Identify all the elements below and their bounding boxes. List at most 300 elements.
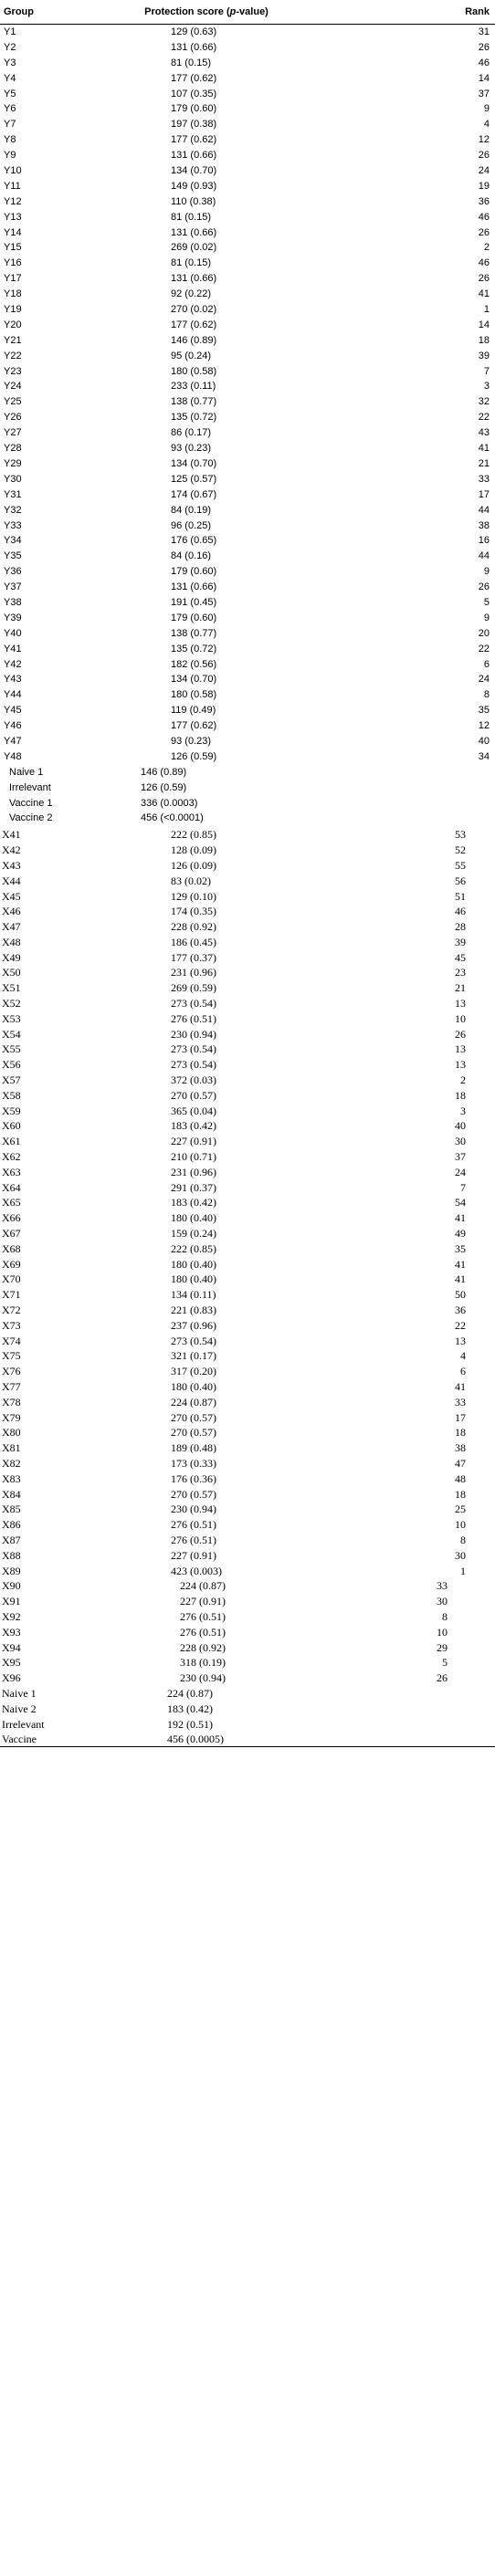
row-rank-cell: 14 — [478, 319, 490, 330]
table-row — [0, 1654, 495, 1670]
row-group-cell: Y42 — [4, 658, 22, 670]
table-row — [0, 1363, 495, 1378]
row-group-cell: Y33 — [4, 519, 22, 531]
table-row — [0, 687, 495, 703]
row-score-cell: 423 (0.003) — [171, 1564, 222, 1577]
row-score-cell: 93 (0.23) — [171, 443, 212, 455]
row-group-cell: X64 — [2, 1180, 21, 1194]
row-group-cell: Y14 — [4, 226, 22, 238]
row-rank-cell: 9 — [483, 612, 490, 623]
row-rank-cell: 50 — [455, 1288, 466, 1302]
row-rank-cell: 12 — [478, 720, 490, 732]
row-score-cell: 276 (0.51) — [171, 1518, 216, 1532]
row-group-cell: Y19 — [4, 304, 22, 316]
row-group-cell: Y31 — [4, 488, 22, 500]
row-score-cell: 269 (0.59) — [171, 981, 216, 995]
table-row — [0, 888, 495, 904]
table-row — [0, 1041, 495, 1056]
row-rank-cell: 31 — [478, 26, 490, 37]
table-row — [0, 56, 495, 71]
row-group-cell: Vaccine — [2, 1733, 37, 1746]
row-group-cell: X82 — [2, 1456, 21, 1470]
row-group-cell: Y30 — [4, 473, 22, 485]
row-group-cell: Y39 — [4, 612, 22, 623]
table-row — [0, 163, 495, 179]
row-score-cell: 221 (0.83) — [171, 1304, 216, 1317]
row-rank-cell: 48 — [455, 1471, 466, 1485]
table-row — [0, 1011, 495, 1026]
row-rank-cell: 7 — [460, 1180, 466, 1194]
row-group-cell: X48 — [2, 935, 21, 948]
row-rank-cell: 52 — [455, 843, 466, 857]
row-rank-cell: 9 — [483, 566, 490, 578]
row-score-cell: 134 (0.70) — [171, 165, 217, 177]
table-row — [0, 918, 495, 934]
row-group-cell: Y21 — [4, 334, 22, 346]
table-row — [0, 25, 495, 40]
row-rank-cell: 46 — [455, 905, 466, 918]
table-row — [0, 672, 495, 687]
row-score-cell: 129 (0.63) — [171, 26, 217, 37]
row-score-cell: 317 (0.20) — [171, 1365, 216, 1378]
row-rank-cell: 44 — [478, 504, 490, 516]
row-score-cell: 146 (0.89) — [141, 766, 187, 778]
row-score-cell: 125 (0.57) — [171, 473, 217, 485]
row-group-cell: Y32 — [4, 504, 22, 516]
row-score-cell: 276 (0.51) — [171, 1011, 216, 1025]
table-row — [0, 734, 495, 749]
table-row — [0, 287, 495, 302]
row-group-cell: Y5 — [4, 88, 16, 99]
row-score-cell: 93 (0.23) — [171, 735, 212, 747]
row-score-cell: 128 (0.09) — [171, 843, 216, 857]
row-rank-cell: 41 — [455, 1211, 466, 1225]
row-rank-cell: 26 — [478, 41, 490, 53]
table-row — [0, 842, 495, 857]
row-rank-cell: 4 — [460, 1349, 466, 1363]
row-group-cell: Y25 — [4, 396, 22, 408]
table-row — [0, 1501, 495, 1516]
row-rank-cell: 22 — [478, 412, 490, 424]
table-row — [0, 441, 495, 456]
row-group-cell: Y9 — [4, 150, 16, 162]
row-score-cell: 180 (0.40) — [171, 1272, 216, 1286]
row-score-cell: 273 (0.54) — [171, 1334, 216, 1347]
row-rank-cell: 3 — [460, 1104, 466, 1117]
row-group-cell: X85 — [2, 1503, 21, 1516]
row-score-cell: 276 (0.51) — [180, 1609, 226, 1623]
row-rank-cell: 39 — [478, 350, 490, 361]
row-rank-cell: 17 — [478, 488, 490, 500]
table-row — [0, 1593, 495, 1608]
row-score-cell: 291 (0.37) — [171, 1180, 216, 1194]
row-rank-cell: 6 — [460, 1365, 466, 1378]
table-row — [0, 349, 495, 364]
row-group-cell: X55 — [2, 1042, 21, 1056]
row-group-cell: X93 — [2, 1625, 21, 1639]
row-rank-cell: 22 — [478, 643, 490, 654]
table-row — [0, 718, 495, 734]
row-group-cell: Naive 1 — [2, 1686, 37, 1700]
row-score-cell: 131 (0.66) — [171, 41, 217, 53]
row-group-cell: Y41 — [4, 643, 22, 654]
row-score-cell: 86 (0.17) — [171, 427, 212, 439]
row-rank-cell: 23 — [455, 966, 466, 979]
row-rank-cell: 41 — [478, 443, 490, 455]
column-header-rank: Rank — [465, 6, 490, 17]
table-row — [0, 796, 495, 812]
table-row — [0, 964, 495, 979]
row-score-cell: 138 (0.77) — [171, 396, 217, 408]
row-group-cell: X43 — [2, 858, 21, 872]
row-group-cell: Y15 — [4, 242, 22, 254]
row-score-cell: 237 (0.96) — [171, 1318, 216, 1332]
row-score-cell: 131 (0.66) — [171, 226, 217, 238]
row-score-cell: 131 (0.66) — [171, 273, 217, 285]
row-group-cell: Y17 — [4, 273, 22, 285]
row-rank-cell: 39 — [455, 935, 466, 948]
row-rank-cell: 30 — [437, 1595, 448, 1608]
table-row — [0, 456, 495, 472]
row-rank-cell: 7 — [483, 365, 490, 377]
row-group-cell: X63 — [2, 1165, 21, 1178]
row-rank-cell: 36 — [455, 1304, 466, 1317]
row-group-cell: Y16 — [4, 257, 22, 269]
row-score-cell: 183 (0.42) — [171, 1119, 216, 1133]
row-rank-cell: 8 — [483, 689, 490, 701]
table-row — [0, 1394, 495, 1409]
table-row — [0, 379, 495, 394]
row-group-cell: Y27 — [4, 427, 22, 439]
row-score-cell: 179 (0.60) — [171, 612, 217, 623]
table-row — [0, 549, 495, 564]
row-group-cell: X86 — [2, 1518, 21, 1532]
row-rank-cell: 13 — [455, 1334, 466, 1347]
table-row — [0, 1424, 495, 1440]
row-rank-cell: 13 — [455, 997, 466, 1011]
row-rank-cell: 13 — [455, 1042, 466, 1056]
row-score-cell: 134 (0.70) — [171, 674, 217, 686]
row-rank-cell: 24 — [478, 674, 490, 686]
row-group-cell: Y11 — [4, 180, 21, 192]
x-group-section — [0, 826, 495, 1746]
row-score-cell: 222 (0.85) — [171, 828, 216, 842]
row-group-cell: Y23 — [4, 365, 22, 377]
table-row — [0, 949, 495, 965]
row-score-cell: 177 (0.62) — [171, 72, 217, 84]
table-row — [0, 1378, 495, 1394]
row-rank-cell: 36 — [478, 195, 490, 207]
table-row — [0, 1256, 495, 1272]
table-row — [0, 533, 495, 549]
row-rank-cell: 26 — [478, 150, 490, 162]
row-score-cell: 81 (0.15) — [171, 211, 212, 223]
table-row — [0, 1624, 495, 1639]
table-row — [0, 1194, 495, 1209]
row-score-cell: 456 (<0.0001) — [141, 812, 204, 824]
table-row — [0, 1639, 495, 1655]
row-group-cell: X76 — [2, 1365, 21, 1378]
table-row — [0, 1317, 495, 1333]
row-rank-cell: 18 — [455, 1088, 466, 1102]
table-header — [0, 0, 495, 25]
row-group-cell: Y26 — [4, 412, 22, 424]
row-group-cell: X78 — [2, 1395, 21, 1408]
row-score-cell: 273 (0.54) — [171, 1042, 216, 1056]
table-row — [0, 1516, 495, 1532]
row-score-cell: 159 (0.24) — [171, 1227, 216, 1241]
row-score-cell: 95 (0.24) — [171, 350, 212, 361]
row-group-cell: Y38 — [4, 596, 22, 608]
table-row — [0, 1056, 495, 1072]
row-score-cell: 146 (0.89) — [171, 334, 217, 346]
table-row — [0, 1026, 495, 1042]
table-row — [0, 364, 495, 380]
row-rank-cell: 24 — [478, 165, 490, 177]
row-group-cell: Y13 — [4, 211, 22, 223]
row-rank-cell: 24 — [455, 1165, 466, 1178]
table-row — [0, 503, 495, 518]
row-group-cell: Y29 — [4, 457, 22, 469]
row-score-cell: 230 (0.94) — [171, 1503, 216, 1516]
row-rank-cell: 5 — [483, 596, 490, 608]
table-row — [0, 1532, 495, 1547]
row-rank-cell: 37 — [455, 1150, 466, 1164]
row-rank-cell: 49 — [455, 1227, 466, 1241]
table-row — [0, 410, 495, 425]
row-rank-cell: 1 — [483, 304, 490, 316]
row-rank-cell: 26 — [478, 273, 490, 285]
table-row — [0, 1286, 495, 1302]
table-row — [0, 148, 495, 163]
row-rank-cell: 46 — [478, 57, 490, 68]
row-group-cell: X59 — [2, 1104, 21, 1117]
row-score-cell: 228 (0.92) — [171, 920, 216, 934]
row-rank-cell: 37 — [478, 88, 490, 99]
table-row — [0, 1547, 495, 1563]
row-score-cell: 180 (0.58) — [171, 365, 217, 377]
row-score-cell: 174 (0.67) — [171, 488, 217, 500]
row-group-cell: X42 — [2, 843, 21, 857]
row-score-cell: 96 (0.25) — [171, 519, 212, 531]
table-row — [0, 1209, 495, 1225]
row-score-cell: 224 (0.87) — [180, 1579, 226, 1593]
row-group-cell: X83 — [2, 1471, 21, 1485]
row-rank-cell: 32 — [478, 396, 490, 408]
row-group-cell: Y3 — [4, 57, 16, 68]
row-group-cell: X52 — [2, 997, 21, 1011]
table-row — [0, 626, 495, 642]
row-group-cell: Y12 — [4, 195, 22, 207]
row-score-cell: 336 (0.0003) — [141, 797, 198, 809]
row-rank-cell: 29 — [437, 1640, 448, 1654]
row-score-cell: 83 (0.02) — [171, 874, 211, 887]
table-row — [0, 564, 495, 580]
row-score-cell: 456 (0.0005) — [167, 1733, 224, 1746]
table-row — [0, 826, 495, 842]
row-group-cell: Naive 2 — [2, 1702, 37, 1715]
row-score-cell: 174 (0.35) — [171, 905, 216, 918]
row-group-cell: X89 — [2, 1564, 21, 1577]
table-row — [0, 333, 495, 349]
row-group-cell: Y6 — [4, 103, 16, 115]
row-score-cell: 81 (0.15) — [171, 257, 212, 269]
row-score-cell: 131 (0.66) — [171, 581, 217, 593]
row-rank-cell: 10 — [455, 1011, 466, 1025]
table-row — [0, 1409, 495, 1425]
row-score-cell: 270 (0.02) — [171, 304, 217, 316]
row-group-cell: X92 — [2, 1609, 21, 1623]
table-row — [0, 1471, 495, 1486]
row-group-cell: Vaccine 2 — [9, 812, 53, 824]
row-score-cell: 230 (0.94) — [180, 1671, 226, 1685]
table-row — [0, 71, 495, 87]
row-rank-cell: 30 — [455, 1548, 466, 1562]
row-rank-cell: 40 — [478, 735, 490, 747]
row-group-cell: X74 — [2, 1334, 21, 1347]
row-group-cell: X54 — [2, 1027, 21, 1041]
row-rank-cell: 18 — [478, 334, 490, 346]
row-group-cell: Y2 — [4, 41, 16, 53]
row-score-cell: 134 (0.11) — [171, 1288, 216, 1302]
row-score-cell: 224 (0.87) — [171, 1395, 216, 1408]
table-row — [0, 903, 495, 918]
y-group-section — [0, 25, 495, 826]
row-score-cell: 126 (0.59) — [171, 750, 217, 762]
row-rank-cell: 3 — [483, 381, 490, 393]
row-score-cell: 270 (0.57) — [171, 1088, 216, 1102]
row-group-cell: X71 — [2, 1288, 21, 1302]
row-rank-cell: 2 — [460, 1073, 466, 1087]
row-group-cell: X70 — [2, 1272, 21, 1286]
row-score-cell: 189 (0.48) — [171, 1441, 216, 1455]
row-group-cell: X68 — [2, 1241, 21, 1255]
table-row — [0, 472, 495, 487]
row-score-cell: 92 (0.22) — [171, 288, 212, 300]
row-score-cell: 372 (0.03) — [171, 1073, 216, 1087]
row-group-cell: X44 — [2, 874, 21, 887]
row-score-cell: 231 (0.96) — [171, 966, 216, 979]
row-score-cell: 176 (0.36) — [171, 1471, 216, 1485]
row-score-cell: 270 (0.57) — [171, 1410, 216, 1424]
table-row — [0, 1164, 495, 1179]
row-group-cell: X88 — [2, 1548, 21, 1562]
table-row — [0, 657, 495, 673]
row-score-cell: 126 (0.59) — [141, 781, 187, 793]
row-group-cell: X94 — [2, 1640, 21, 1654]
row-group-cell: X65 — [2, 1196, 21, 1209]
row-score-cell: 269 (0.02) — [171, 242, 217, 254]
table-row — [0, 256, 495, 271]
row-group-cell: X49 — [2, 950, 21, 964]
score-header-p: p — [229, 6, 237, 17]
table-row — [0, 1117, 495, 1133]
row-rank-cell: 46 — [478, 211, 490, 223]
table-row — [0, 1133, 495, 1148]
row-group-cell: X79 — [2, 1410, 21, 1424]
row-rank-cell: 26 — [478, 581, 490, 593]
row-group-cell: X90 — [2, 1579, 21, 1593]
table-row — [0, 1148, 495, 1164]
row-rank-cell: 13 — [455, 1058, 466, 1072]
row-group-cell: X73 — [2, 1318, 21, 1332]
table-bottom-rule — [0, 1746, 495, 1747]
row-group-cell: Y46 — [4, 720, 22, 732]
row-group-cell: Y1 — [4, 26, 16, 37]
row-score-cell: 233 (0.11) — [171, 381, 216, 393]
row-rank-cell: 6 — [483, 658, 490, 670]
row-group-cell: Y34 — [4, 535, 22, 547]
table-row — [0, 1225, 495, 1241]
row-rank-cell: 43 — [478, 427, 490, 439]
row-rank-cell: 30 — [455, 1135, 466, 1148]
row-rank-cell: 41 — [455, 1272, 466, 1286]
row-rank-cell: 40 — [455, 1119, 466, 1133]
row-rank-cell: 56 — [455, 874, 466, 887]
row-score-cell: 210 (0.71) — [171, 1150, 216, 1164]
row-group-cell: Y8 — [4, 134, 16, 146]
row-rank-cell: 44 — [478, 550, 490, 562]
row-score-cell: 176 (0.65) — [171, 535, 217, 547]
row-score-cell: 273 (0.54) — [171, 997, 216, 1011]
row-score-cell: 135 (0.72) — [171, 643, 217, 654]
row-group-cell: X45 — [2, 889, 21, 903]
row-rank-cell: 18 — [455, 1426, 466, 1440]
table-row — [0, 749, 495, 765]
row-group-cell: X46 — [2, 905, 21, 918]
row-rank-cell: 28 — [455, 920, 466, 934]
row-score-cell: 179 (0.60) — [171, 103, 217, 115]
row-score-cell: 186 (0.45) — [171, 935, 216, 948]
table-row — [0, 642, 495, 657]
row-group-cell: X66 — [2, 1211, 21, 1225]
row-rank-cell: 33 — [478, 473, 490, 485]
row-score-cell: 182 (0.56) — [171, 658, 217, 670]
row-score-cell: 177 (0.37) — [171, 950, 216, 964]
row-rank-cell: 4 — [483, 119, 490, 131]
row-group-cell: X51 — [2, 981, 21, 995]
row-group-cell: Y47 — [4, 735, 22, 747]
table-row — [0, 1716, 495, 1732]
row-score-cell: 138 (0.77) — [171, 627, 217, 639]
row-score-cell: 180 (0.40) — [171, 1211, 216, 1225]
table-row — [0, 1701, 495, 1716]
row-group-cell: Irrelevant — [9, 781, 51, 793]
table-row — [0, 1440, 495, 1455]
table-row — [0, 780, 495, 796]
row-group-cell: X58 — [2, 1088, 21, 1102]
row-rank-cell: 22 — [455, 1318, 466, 1332]
row-rank-cell: 20 — [478, 627, 490, 639]
row-rank-cell: 47 — [455, 1456, 466, 1470]
row-rank-cell: 2 — [483, 242, 490, 254]
table-row — [0, 934, 495, 949]
row-rank-cell: 10 — [455, 1518, 466, 1532]
column-header-group: Group — [4, 6, 34, 17]
row-group-cell: X96 — [2, 1671, 21, 1685]
row-score-cell: 227 (0.91) — [180, 1595, 226, 1608]
row-score-cell: 276 (0.51) — [180, 1625, 226, 1639]
row-rank-cell: 41 — [478, 288, 490, 300]
table-row — [0, 394, 495, 410]
row-rank-cell: 38 — [478, 519, 490, 531]
table-row — [0, 425, 495, 441]
table-row — [0, 611, 495, 626]
table-row — [0, 194, 495, 210]
table-row — [0, 302, 495, 318]
row-score-cell: 273 (0.54) — [171, 1058, 216, 1072]
row-score-cell: 110 (0.38) — [171, 195, 216, 207]
